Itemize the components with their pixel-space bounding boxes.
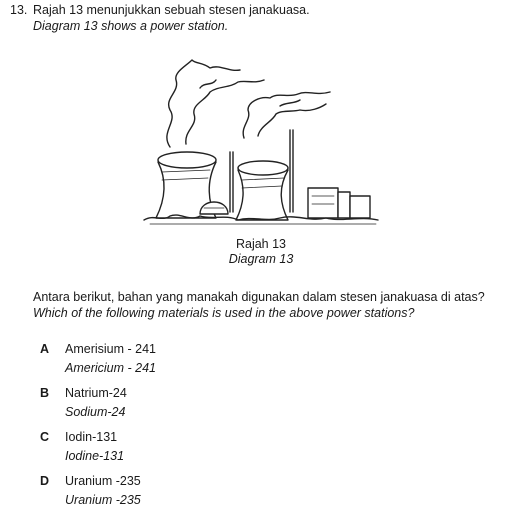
option-text-english: Americium - 241 bbox=[65, 361, 156, 375]
option-letter: A bbox=[40, 342, 50, 356]
option-letter: D bbox=[40, 474, 50, 488]
question-prompt-english: Which of the following materials is used in the above power stations? bbox=[33, 306, 415, 320]
option-text-english: Sodium-24 bbox=[65, 405, 126, 419]
option-text-english: Uranium -235 bbox=[65, 493, 141, 507]
figure-caption-malay: Rajah 13 bbox=[235, 237, 287, 251]
option-letter: C bbox=[40, 430, 50, 444]
option-text-malay: Iodin-131 bbox=[65, 430, 118, 444]
question-prompt-malay: Antara berikut, bahan yang manakah digunakan dalam stesen janakuasa di atas? bbox=[33, 290, 485, 304]
question-stem-malay: Rajah 13 menunjukkan sebuah stesen janakuasa. bbox=[33, 3, 310, 17]
option-text-malay: Uranium -235 bbox=[65, 474, 141, 488]
nuclear-power-station-illustration bbox=[140, 52, 382, 230]
figure-caption-english: Diagram 13 bbox=[228, 252, 294, 266]
option-letter: B bbox=[40, 386, 50, 400]
question-number: 13. bbox=[10, 3, 28, 17]
question-stem-english: Diagram 13 shows a power station. bbox=[33, 19, 229, 33]
option-text-malay: Amerisium - 241 bbox=[65, 342, 156, 356]
option-text-malay: Natrium-24 bbox=[65, 386, 127, 400]
option-text-english: Iodine-131 bbox=[65, 449, 125, 463]
